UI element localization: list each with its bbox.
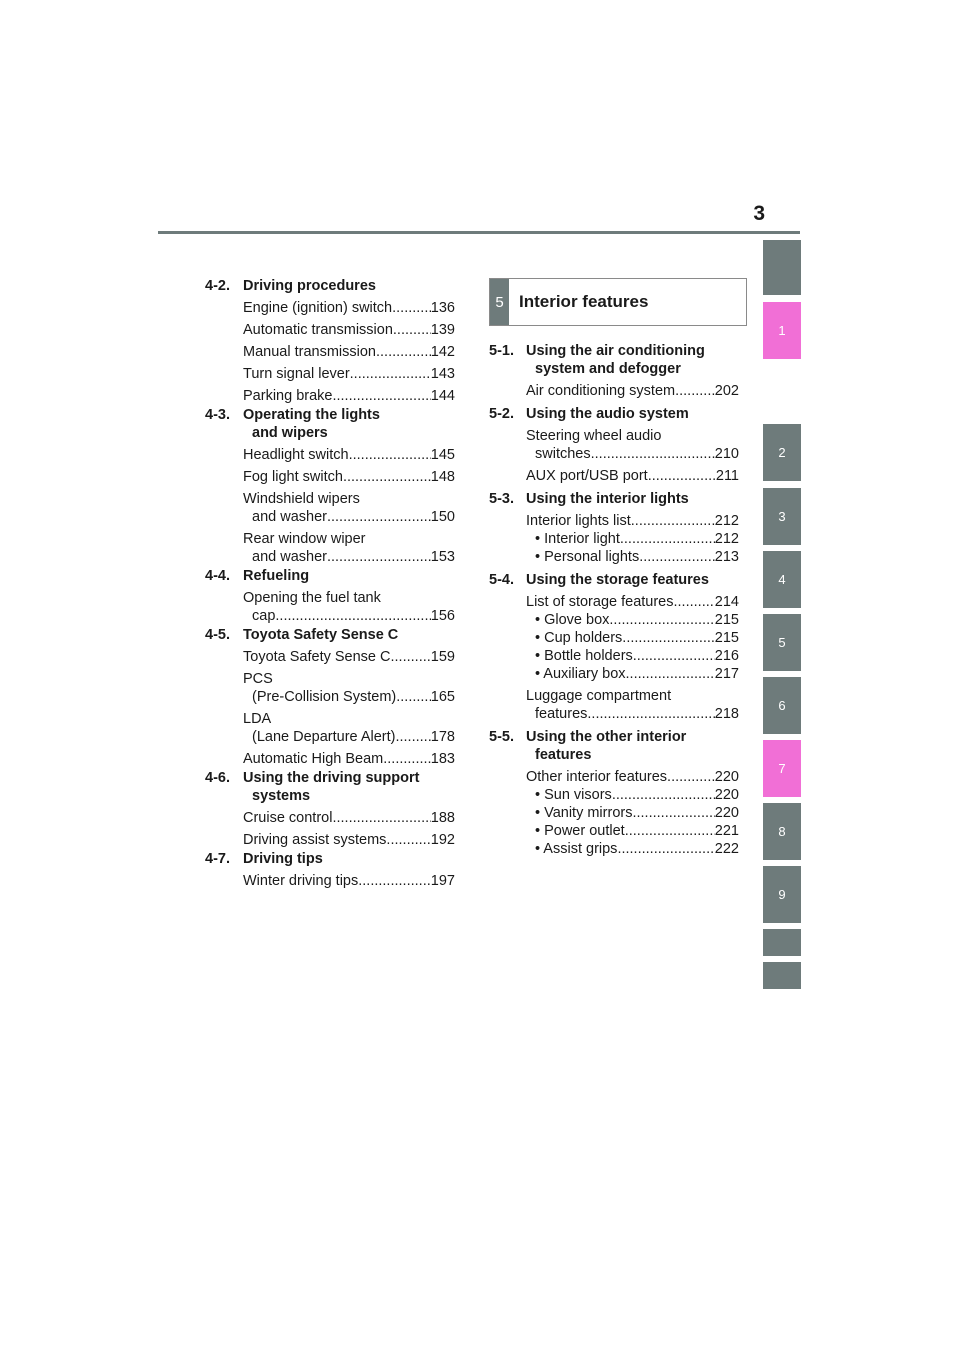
section-title-line: system and defogger [535, 361, 681, 377]
toc-entry-line [243, 343, 455, 361]
toc-entry[interactable] [526, 382, 739, 400]
header-rule [158, 231, 800, 234]
toc-entry-line [243, 321, 455, 339]
toc-entry-line [243, 508, 455, 526]
toc-entry[interactable] [243, 299, 455, 317]
toc-entry[interactable] [526, 467, 739, 485]
toc-subentry[interactable] [535, 786, 739, 804]
entry-text: Engine (ignition) switch [243, 300, 393, 316]
entry-page-number: 159 [430, 649, 455, 665]
toc-entry-line [526, 427, 739, 445]
subentry-page-number: 215 [714, 630, 739, 646]
entry-text: (Pre-Collision System) [252, 689, 397, 705]
dot-leader [587, 705, 714, 723]
toc-entry[interactable] [243, 446, 455, 464]
entry-page-number: 144 [430, 388, 455, 404]
section-title [526, 342, 739, 378]
dot-leader [358, 872, 431, 890]
subentry-page-number: 212 [714, 531, 739, 547]
toc-entry-line [526, 382, 739, 400]
toc-entry[interactable] [243, 872, 455, 890]
toc-entry[interactable] [243, 321, 455, 339]
section-number: 5-1. [489, 343, 514, 359]
dot-leader [383, 750, 431, 768]
section-title: Refueling [243, 568, 310, 584]
section-title: Driving tips [243, 851, 323, 867]
toc-entry[interactable] [243, 530, 455, 566]
entry-page-number: 178 [430, 729, 455, 745]
toc-section-heading [205, 567, 455, 585]
toc-subentry[interactable] [535, 629, 739, 647]
entry-page-number: 197 [430, 873, 455, 889]
chapter-title: Interior features [519, 292, 649, 311]
dot-leader [622, 629, 715, 647]
chapter-tab-blank[interactable] [763, 929, 801, 956]
toc-subentry[interactable] [535, 530, 739, 548]
toc-entry-line [243, 548, 455, 566]
section-number: 4-6. [205, 770, 230, 786]
toc-entry-line [243, 299, 455, 317]
dot-leader [343, 468, 431, 486]
toc-entry[interactable] [243, 365, 455, 383]
entry-text: Luggage compartment [526, 688, 672, 704]
dot-leader [639, 548, 715, 566]
entry-page-number: 192 [430, 832, 455, 848]
entry-page-number: 214 [714, 594, 739, 610]
subentry-page-number: 220 [714, 805, 739, 821]
toc-right-column [489, 342, 739, 858]
entry-text: Automatic transmission [243, 322, 393, 338]
subentry-page-number: 215 [714, 612, 739, 628]
entry-page-number: 148 [430, 469, 455, 485]
toc-entry-line [526, 768, 739, 786]
entry-text: Opening the fuel tank [243, 590, 381, 606]
toc-section-heading [205, 626, 455, 644]
section-number: 4-3. [205, 407, 230, 423]
section-title-line: Using the other interior [526, 729, 687, 745]
toc-entry[interactable] [526, 512, 739, 530]
toc-entry[interactable] [243, 468, 455, 486]
entry-text: Driving assist systems [243, 832, 387, 848]
entry-text: Turn signal lever [243, 366, 350, 382]
dot-leader [332, 809, 430, 827]
dot-leader [612, 786, 715, 804]
toc-entry[interactable] [243, 750, 455, 768]
subentry-text: • Cup holders [535, 630, 623, 646]
subentry-text: • Personal lights [535, 549, 640, 565]
toc-entry-line [243, 670, 455, 688]
entry-page-number: 156 [430, 608, 455, 624]
toc-entry[interactable] [243, 809, 455, 827]
toc-entry-line [243, 365, 455, 383]
section-title-line: and wipers [252, 425, 328, 441]
toc-entry-line [243, 688, 455, 706]
dot-leader [609, 611, 714, 629]
entry-text: Rear window wiper [243, 531, 366, 547]
toc-entry-line [243, 831, 455, 849]
toc-section-heading [489, 728, 739, 764]
dot-leader [632, 804, 714, 822]
toc-entry-line [526, 593, 739, 611]
entry-text: Winter driving tips [243, 873, 359, 889]
entry-page-number: 188 [430, 810, 455, 826]
toc-entry[interactable] [526, 427, 739, 463]
chapter-tab-8[interactable]: 8 [763, 803, 801, 860]
entry-page-number: 145 [430, 447, 455, 463]
toc-entry-line [243, 872, 455, 890]
toc-section-heading [205, 850, 455, 868]
dot-leader [648, 467, 716, 485]
toc-left-column [205, 276, 455, 890]
section-title-line: Operating the lights [243, 407, 380, 423]
entry-text: switches [535, 446, 591, 462]
entry-text: features [535, 706, 588, 722]
subentry-page-number: 217 [714, 666, 739, 682]
entry-text: Headlight switch [243, 447, 349, 463]
toc-entry[interactable] [243, 648, 455, 666]
toc-entry-line [243, 468, 455, 486]
dot-leader [633, 647, 715, 665]
toc-subentry[interactable] [535, 611, 739, 629]
section-title: Using the interior lights [526, 491, 689, 507]
chapter-tab-4[interactable]: 4 [763, 551, 801, 608]
entry-text: Manual transmission [243, 344, 376, 360]
dot-leader [376, 343, 431, 361]
toc-entry-line [526, 512, 739, 530]
dot-leader [327, 508, 431, 526]
toc-entry-line [243, 710, 455, 728]
toc-entry-line [243, 446, 455, 464]
dot-leader [275, 607, 430, 625]
toc-entry[interactable] [526, 593, 739, 611]
entry-text: Toyota Safety Sense C [243, 649, 391, 665]
toc-entry[interactable] [243, 490, 455, 526]
entry-text: cap [252, 608, 276, 624]
toc-subentry[interactable] [535, 822, 739, 840]
dot-leader [667, 768, 715, 786]
toc-entry-line [243, 589, 455, 607]
toc-entry[interactable] [526, 768, 739, 786]
entry-text: Air conditioning system [526, 383, 676, 399]
toc-entry-line [526, 467, 739, 485]
chapter-tab-blank[interactable] [763, 962, 801, 989]
entry-page-number: 211 [715, 468, 739, 484]
toc-entry-line [243, 490, 455, 508]
toc-section-heading [205, 277, 455, 295]
section-title-line: systems [252, 788, 311, 804]
entry-page-number: 210 [714, 446, 739, 462]
toc-section-heading [205, 769, 455, 805]
dot-leader [675, 382, 715, 400]
entry-page-number: 153 [430, 549, 455, 565]
entry-text: Other interior features [526, 769, 668, 785]
entry-text: and washer [252, 509, 327, 525]
chapter-tab-1[interactable]: 1 [763, 302, 801, 359]
toc-section-heading [489, 342, 739, 378]
section-number: 4-2. [205, 278, 230, 294]
entry-text: List of storage features [526, 594, 674, 610]
entry-text: and washer [252, 549, 327, 565]
section-title-line: Using the driving support [243, 770, 420, 786]
entry-page-number: 150 [430, 509, 455, 525]
chapter-number: 5 [490, 279, 509, 325]
subentry-text: • Interior light [535, 531, 620, 547]
section-title: Using the storage features [526, 572, 709, 588]
entry-page-number: 218 [714, 706, 739, 722]
toc-entry-line [243, 648, 455, 666]
entry-page-number: 202 [714, 383, 739, 399]
dot-leader [626, 665, 715, 683]
entry-page-number: 220 [714, 769, 739, 785]
chapter-tab-2[interactable]: 2 [763, 424, 801, 481]
subentry-text: • Auxiliary box [535, 666, 626, 682]
entry-page-number: 142 [430, 344, 455, 360]
subentry-text: • Glove box [535, 612, 610, 628]
dot-leader [617, 840, 714, 858]
section-title-line: Using the air conditioning [526, 343, 705, 359]
entry-text: Windshield wipers [243, 491, 360, 507]
chapter-tab-9[interactable]: 9 [763, 866, 801, 923]
section-title: Using the audio system [526, 406, 689, 422]
subentry-page-number: 220 [714, 787, 739, 803]
toc-entry-line [243, 607, 455, 625]
toc-subentry[interactable] [535, 665, 739, 683]
entry-text: Parking brake [243, 388, 333, 404]
dot-leader [396, 688, 431, 706]
entry-text: Cruise control [243, 810, 333, 826]
subentry-text: • Bottle holders [535, 648, 633, 664]
toc-entry-line [243, 750, 455, 768]
toc-section-heading [205, 406, 455, 442]
dot-leader [674, 593, 715, 611]
chapter-heading [489, 278, 747, 326]
toc-entry[interactable] [243, 589, 455, 625]
toc-section-heading [489, 490, 739, 508]
toc-subentry[interactable] [535, 548, 739, 566]
section-title-line: features [535, 747, 592, 763]
entry-page-number: 139 [430, 322, 455, 338]
toc-entry[interactable] [243, 343, 455, 361]
section-title: Toyota Safety Sense C [243, 627, 399, 643]
section-title: Driving procedures [243, 278, 376, 294]
toc-section-heading [489, 405, 739, 423]
entry-text: Fog light switch [243, 469, 343, 485]
dot-leader [350, 365, 431, 383]
toc-entry-line [526, 705, 739, 723]
entry-text: Interior lights list [526, 513, 631, 529]
section-title [243, 769, 455, 805]
toc-subentry[interactable] [535, 840, 739, 858]
entry-page-number: 165 [430, 689, 455, 705]
toc-entry[interactable] [526, 687, 739, 723]
toc-section-heading [489, 571, 739, 589]
toc-subentry[interactable] [535, 804, 739, 822]
section-number: 4-7. [205, 851, 230, 867]
dot-leader [332, 387, 430, 405]
entry-text: PCS [243, 671, 273, 687]
section-number: 5-4. [489, 572, 514, 588]
chapter-tab-5[interactable]: 5 [763, 614, 801, 671]
entry-page-number: 212 [714, 513, 739, 529]
chapter-tab-3[interactable]: 3 [763, 488, 801, 545]
toc-entry-line [243, 728, 455, 746]
toc-entry-line [526, 687, 739, 705]
dot-leader [393, 321, 431, 339]
subentry-text: • Vanity mirrors [535, 805, 633, 821]
section-number: 5-3. [489, 491, 514, 507]
subentry-text: • Assist grips [535, 841, 618, 857]
toc-entry-line [243, 809, 455, 827]
dot-leader [391, 648, 431, 666]
toc-entry[interactable] [243, 710, 455, 746]
chapter-tab-blank[interactable] [763, 240, 801, 295]
entry-text: LDA [243, 711, 272, 727]
section-number: 4-4. [205, 568, 230, 584]
section-title [243, 406, 455, 442]
toc-entry-line [243, 387, 455, 405]
toc-entry-line [526, 445, 739, 463]
section-title [526, 728, 739, 764]
dot-leader [386, 831, 430, 849]
dot-leader [327, 548, 431, 566]
subentry-page-number: 213 [714, 549, 739, 565]
dot-leader [631, 512, 715, 530]
toc-entry-line [243, 530, 455, 548]
entry-page-number: 183 [430, 751, 455, 767]
chapter-tab-7[interactable]: 7 [763, 740, 801, 797]
dot-leader [395, 728, 430, 746]
dot-leader [349, 446, 431, 464]
section-number: 4-5. [205, 627, 230, 643]
subentry-page-number: 216 [714, 648, 739, 664]
toc-subentry[interactable] [535, 647, 739, 665]
toc-entry[interactable] [243, 831, 455, 849]
chapter-tab-6[interactable]: 6 [763, 677, 801, 734]
toc-entry[interactable] [243, 670, 455, 706]
entry-text: Steering wheel audio [526, 428, 662, 444]
dot-leader [392, 299, 431, 317]
dot-leader [591, 445, 715, 463]
subentry-page-number: 221 [714, 823, 739, 839]
entry-text: Automatic High Beam [243, 751, 384, 767]
subentry-text: • Power outlet [535, 823, 625, 839]
section-number: 5-2. [489, 406, 514, 422]
subentry-page-number: 222 [714, 841, 739, 857]
section-number: 5-5. [489, 729, 514, 745]
entry-page-number: 143 [430, 366, 455, 382]
page-number: 3 [753, 202, 765, 225]
entry-page-number: 136 [430, 300, 455, 316]
entry-text: (Lane Departure Alert) [252, 729, 396, 745]
dot-leader [620, 530, 715, 548]
dot-leader [625, 822, 715, 840]
toc-entry[interactable] [243, 387, 455, 405]
subentry-text: • Sun visors [535, 787, 612, 803]
entry-text: AUX port/USB port [526, 468, 648, 484]
